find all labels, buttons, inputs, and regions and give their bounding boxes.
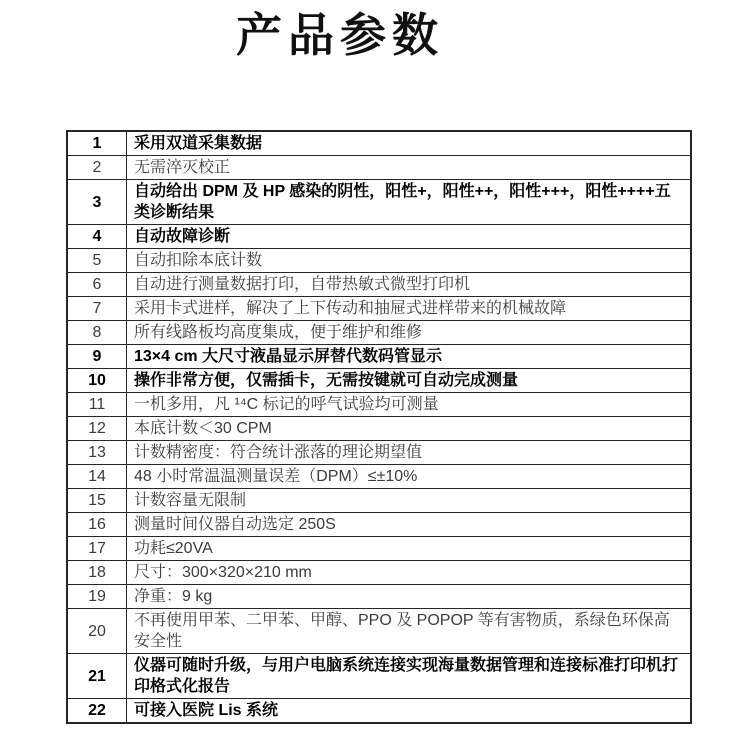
row-description: 采用双道采集数据 [127,131,692,156]
table-row [67,345,691,369]
row-description: 采用卡式进样，解决了上下传动和抽屉式进样带来的机械故障 [127,297,692,321]
table-row [67,537,691,561]
table-row [67,417,691,441]
row-number: 17 [67,537,127,561]
row-description: 可接入医院 Lis 系统 [127,699,692,724]
table-row [67,180,691,225]
table-row [67,156,691,180]
table-row [67,561,691,585]
row-number: 3 [67,180,127,225]
row-description: 计数精密度：符合统计涨落的理论期望值 [127,441,692,465]
row-number: 2 [67,156,127,180]
row-description: 仪器可随时升级，与用户电脑系统连接实现海量数据管理和连接标准打印机打印格式化报告 [127,654,692,699]
row-number: 1 [67,131,127,156]
table-row [67,654,691,699]
row-description: 净重：9 kg [127,585,692,609]
row-number: 13 [67,441,127,465]
table-row [67,249,691,273]
table-row [67,321,691,345]
table-row [67,489,691,513]
row-description: 功耗≤20VA [127,537,692,561]
row-number: 15 [67,489,127,513]
row-number: 4 [67,225,127,249]
table-row [67,393,691,417]
row-number: 12 [67,417,127,441]
row-description: 所有线路板均高度集成，便于维护和维修 [127,321,692,345]
row-description: 自动进行测量数据打印，自带热敏式微型打印机 [127,273,692,297]
table-row [67,441,691,465]
table-row [67,369,691,393]
table-row [67,585,691,609]
table-row [67,131,691,156]
product-spec-table [66,130,692,724]
table-row [67,225,691,249]
row-description: 自动给出 DPM 及 HP 感染的阴性，阳性+，阳性++，阳性+++，阳性++++五类诊断结果 [127,180,692,225]
row-description: 本底计数＜30 CPM [127,417,692,441]
row-number: 22 [67,699,127,724]
table-row [67,273,691,297]
row-number: 7 [67,297,127,321]
table-row [67,297,691,321]
row-number: 16 [67,513,127,537]
row-description: 测量时间仪器自动选定 250S [127,513,692,537]
row-number: 19 [67,585,127,609]
row-description: 13×4 cm 大尺寸液晶显示屏替代数码管显示 [127,345,692,369]
row-number: 6 [67,273,127,297]
spec-table-body [67,131,691,723]
row-description: 操作非常方便，仅需插卡，无需按键就可自动完成测量 [127,369,692,393]
table-row [67,699,691,724]
row-number: 9 [67,345,127,369]
row-number: 10 [67,369,127,393]
row-description: 自动扣除本底计数 [127,249,692,273]
row-description: 尺寸：300×320×210 mm [127,561,692,585]
row-description: 计数容量无限制 [127,489,692,513]
row-number: 11 [67,393,127,417]
table-row [67,513,691,537]
row-description: 一机多用，凡 ¹⁴C 标记的呼气试验均可测量 [127,393,692,417]
row-description: 48 小时常温温测量误差（DPM）≤±10% [127,465,692,489]
table-row [67,465,691,489]
row-description: 自动故障诊断 [127,225,692,249]
row-number: 14 [67,465,127,489]
row-number: 20 [67,609,127,654]
row-number: 5 [67,249,127,273]
table-row [67,609,691,654]
row-number: 8 [67,321,127,345]
row-number: 21 [67,654,127,699]
row-number: 18 [67,561,127,585]
page-title: 产品参数 [236,9,444,61]
row-description: 不再使用甲苯、二甲苯、甲醇、PPO 及 POPOP 等有害物质，系绿色环保高安全性 [127,609,692,654]
row-description: 无需淬灭校正 [127,156,692,180]
